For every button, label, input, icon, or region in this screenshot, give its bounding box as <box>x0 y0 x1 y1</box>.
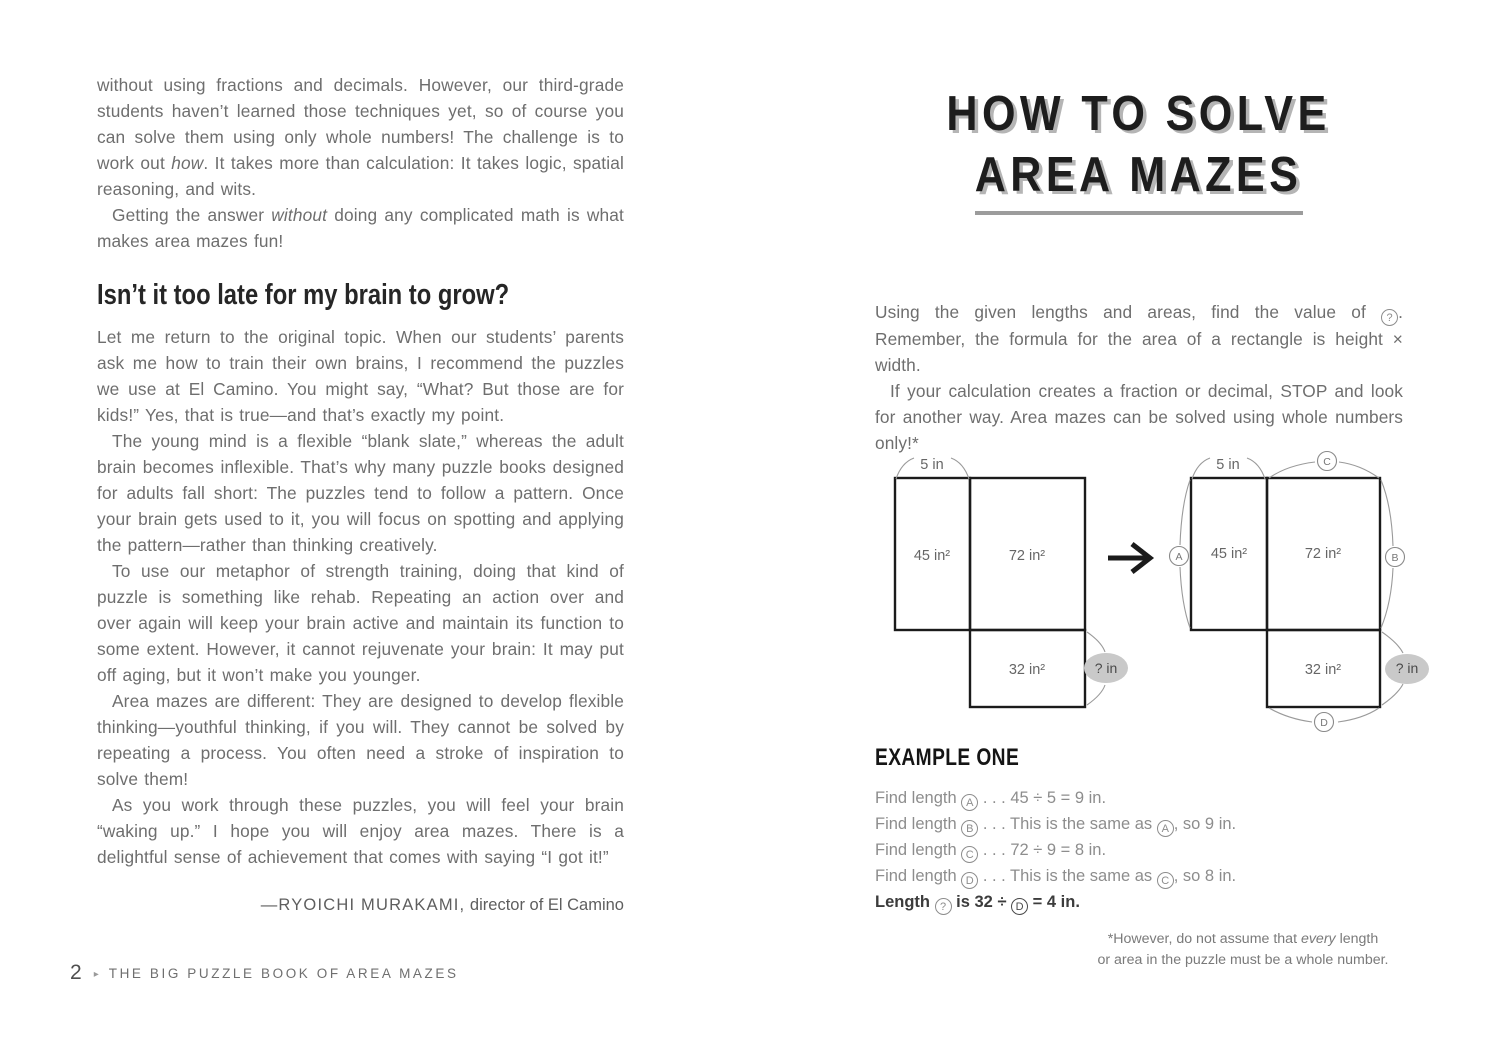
brace-line <box>1269 708 1312 722</box>
width-label: 5 in <box>920 457 944 473</box>
letter-c: C <box>1323 456 1331 468</box>
paragraph <box>875 299 1403 378</box>
attribution <box>97 896 624 915</box>
title-underline <box>975 211 1303 215</box>
section-heading: Isn’t it too late for my brain to grow? <box>97 279 510 311</box>
brace-line <box>1381 568 1393 628</box>
example-answer <box>875 889 1403 915</box>
chapter-title-line2: AREA MAZES <box>974 148 1303 202</box>
circled-letter-c: C <box>1157 872 1174 889</box>
paragraph: To use our metaphor of strength training, doing that kind of puzzle is something like rehab. Repeating an action over and over again will keep your brain active and maintain its function to some extent. However, it cannot rejuvenate your brain: It may put off aging, but it won’t make you younger. <box>97 561 624 685</box>
footnote-text: *However, do not assume that <box>1107 931 1301 947</box>
triangle-marker-icon: ▸ <box>93 968 99 980</box>
step-text: . . . This is the same as <box>978 815 1157 833</box>
paragraph: The young mind is a flexible “blank slate,” whereas the adult brain becomes inflexible. That’s why many puzzle books designed for adults fall short: The puzzles tend to follow a pattern. Once your brain gets used to it, you will focus on spotting and applying the pattern—rather than thinking creatively. <box>97 431 624 555</box>
book-title: THE BIG PUZZLE BOOK OF AREA MAZES <box>108 965 459 981</box>
width-label: 5 in <box>1216 457 1240 473</box>
paragraph: If your calculation creates a fraction or decimal, STOP and look for another way. Area mazes can be solved using whole numbers only!* <box>875 381 1403 453</box>
circled-letter-a: A <box>961 794 978 811</box>
example-step <box>875 811 1403 837</box>
example-step <box>875 863 1403 889</box>
paragraph-text: Using the given lengths and areas, find the value of <box>875 302 1382 322</box>
page-number: 2 <box>70 961 82 984</box>
circled-letter-b: B <box>961 820 978 837</box>
intro-text <box>875 299 1403 456</box>
brace-line <box>896 458 914 479</box>
example-step <box>875 785 1403 811</box>
letter-b: B <box>1391 552 1399 564</box>
area-label-72: 72 in² <box>1008 548 1046 564</box>
circled-question-icon: ? <box>935 898 952 915</box>
circled-letter-a: A <box>1157 820 1174 837</box>
circled-letter-d: D <box>1011 898 1028 915</box>
area-maze-diagram <box>870 445 1430 750</box>
paragraph: As you work through these puzzles, you will feel your brain “waking up.” I hope you will enjoy area mazes. There is a delightful sense of achievement that comes with saying “I got it!” <box>97 795 624 867</box>
paragraph-text: without using fractions and decimals. However, our third-grade students haven’t learned those techniques yet, so of course you can solve them using only whole numbers! The challenge is to work out <box>97 75 624 173</box>
paragraph <box>97 202 624 254</box>
area-label-72: 72 in² <box>1304 546 1342 562</box>
step-text: . . . This is the same as <box>978 867 1157 885</box>
step-text: Find length <box>875 867 962 885</box>
example-section <box>875 744 1403 915</box>
arrow-right-icon <box>1108 544 1150 572</box>
step-text: . . . 72 ÷ 9 = 8 in. <box>978 841 1107 859</box>
brace-line <box>951 458 969 479</box>
brace-line <box>1180 567 1190 628</box>
maze-after <box>1170 452 1430 732</box>
brace-line <box>1087 685 1105 705</box>
step-text: Length <box>875 893 935 911</box>
attribution-name: —RYOICHI MURAKAMI, <box>260 896 466 914</box>
unknown-label: ? in <box>1395 660 1419 676</box>
maze-before <box>895 457 1128 707</box>
italic-word: how <box>171 153 204 173</box>
brace-line <box>1180 480 1190 545</box>
brace-line <box>1382 684 1403 705</box>
chapter-title <box>875 84 1402 206</box>
area-label-32: 32 in² <box>1008 662 1046 678</box>
brace-line <box>1382 632 1403 653</box>
footnote-text: or area in the puzzle must be a whole number. <box>1097 952 1389 968</box>
paragraph-text: Getting the answer <box>112 205 272 225</box>
brace-line <box>1339 462 1379 478</box>
italic-word: every <box>1300 931 1336 947</box>
maze-diagram-svg <box>870 445 1430 745</box>
footnote <box>1083 929 1403 971</box>
paragraph-text: doing any complicated math is what makes area mazes fun! <box>97 205 624 251</box>
area-label-45: 45 in² <box>913 548 951 564</box>
footnote-text: length <box>1335 931 1379 947</box>
paragraph: Let me return to the original topic. When our students’ parents ask me how to train their own brains, I recommend the puzzles we use at El Camino. You might say, “What? But those are for kids!” Yes, that is true—and that’s exactly my point. <box>97 327 624 425</box>
attribution-role: director of El Camino <box>465 896 624 914</box>
paragraph <box>97 72 624 202</box>
step-text: , so 9 in. <box>1173 815 1237 833</box>
brace-line <box>1087 632 1105 652</box>
brace-line <box>1338 708 1379 722</box>
circled-question-icon: ? <box>1381 309 1398 326</box>
paragraph: Area mazes are different: They are designed to develop flexible thinking—youthful thinking, if you will. They cannot be solved by repeating a process. You often need a stroke of inspiration to solve them! <box>97 691 624 789</box>
brace-line <box>1269 462 1315 478</box>
letter-d: D <box>1320 717 1328 729</box>
step-text: Find length <box>875 841 962 859</box>
chapter-title-line1: HOW TO SOLVE <box>946 87 1331 141</box>
step-text: = 4 in. <box>1028 893 1080 911</box>
step-text: is 32 ÷ <box>951 893 1012 911</box>
step-text: , so 8 in. <box>1173 867 1237 885</box>
unknown-label: ? in <box>1094 660 1118 676</box>
brace-line <box>1381 480 1393 546</box>
brace-line <box>1247 458 1265 479</box>
paragraph-text: . Remember, the formula for the area of a rectangle is height × width. <box>875 302 1403 375</box>
circled-letter-c: C <box>961 846 978 863</box>
area-label-32: 32 in² <box>1304 662 1342 678</box>
paragraph-text: . It takes more than calculation: It takes logic, spatial reasoning, and wits. <box>97 153 624 199</box>
page-footer <box>70 961 459 985</box>
circled-letter-d: D <box>961 872 978 889</box>
step-text: Find length <box>875 815 962 833</box>
left-page-column <box>97 72 624 932</box>
area-label-45: 45 in² <box>1210 546 1248 562</box>
letter-a: A <box>1175 551 1183 563</box>
step-text: Find length <box>875 789 962 807</box>
step-text: . . . 45 ÷ 5 = 9 in. <box>978 789 1107 807</box>
example-step <box>875 837 1403 863</box>
italic-word: without <box>271 205 328 225</box>
example-heading: EXAMPLE ONE <box>875 744 1020 771</box>
brace-line <box>1192 458 1210 479</box>
